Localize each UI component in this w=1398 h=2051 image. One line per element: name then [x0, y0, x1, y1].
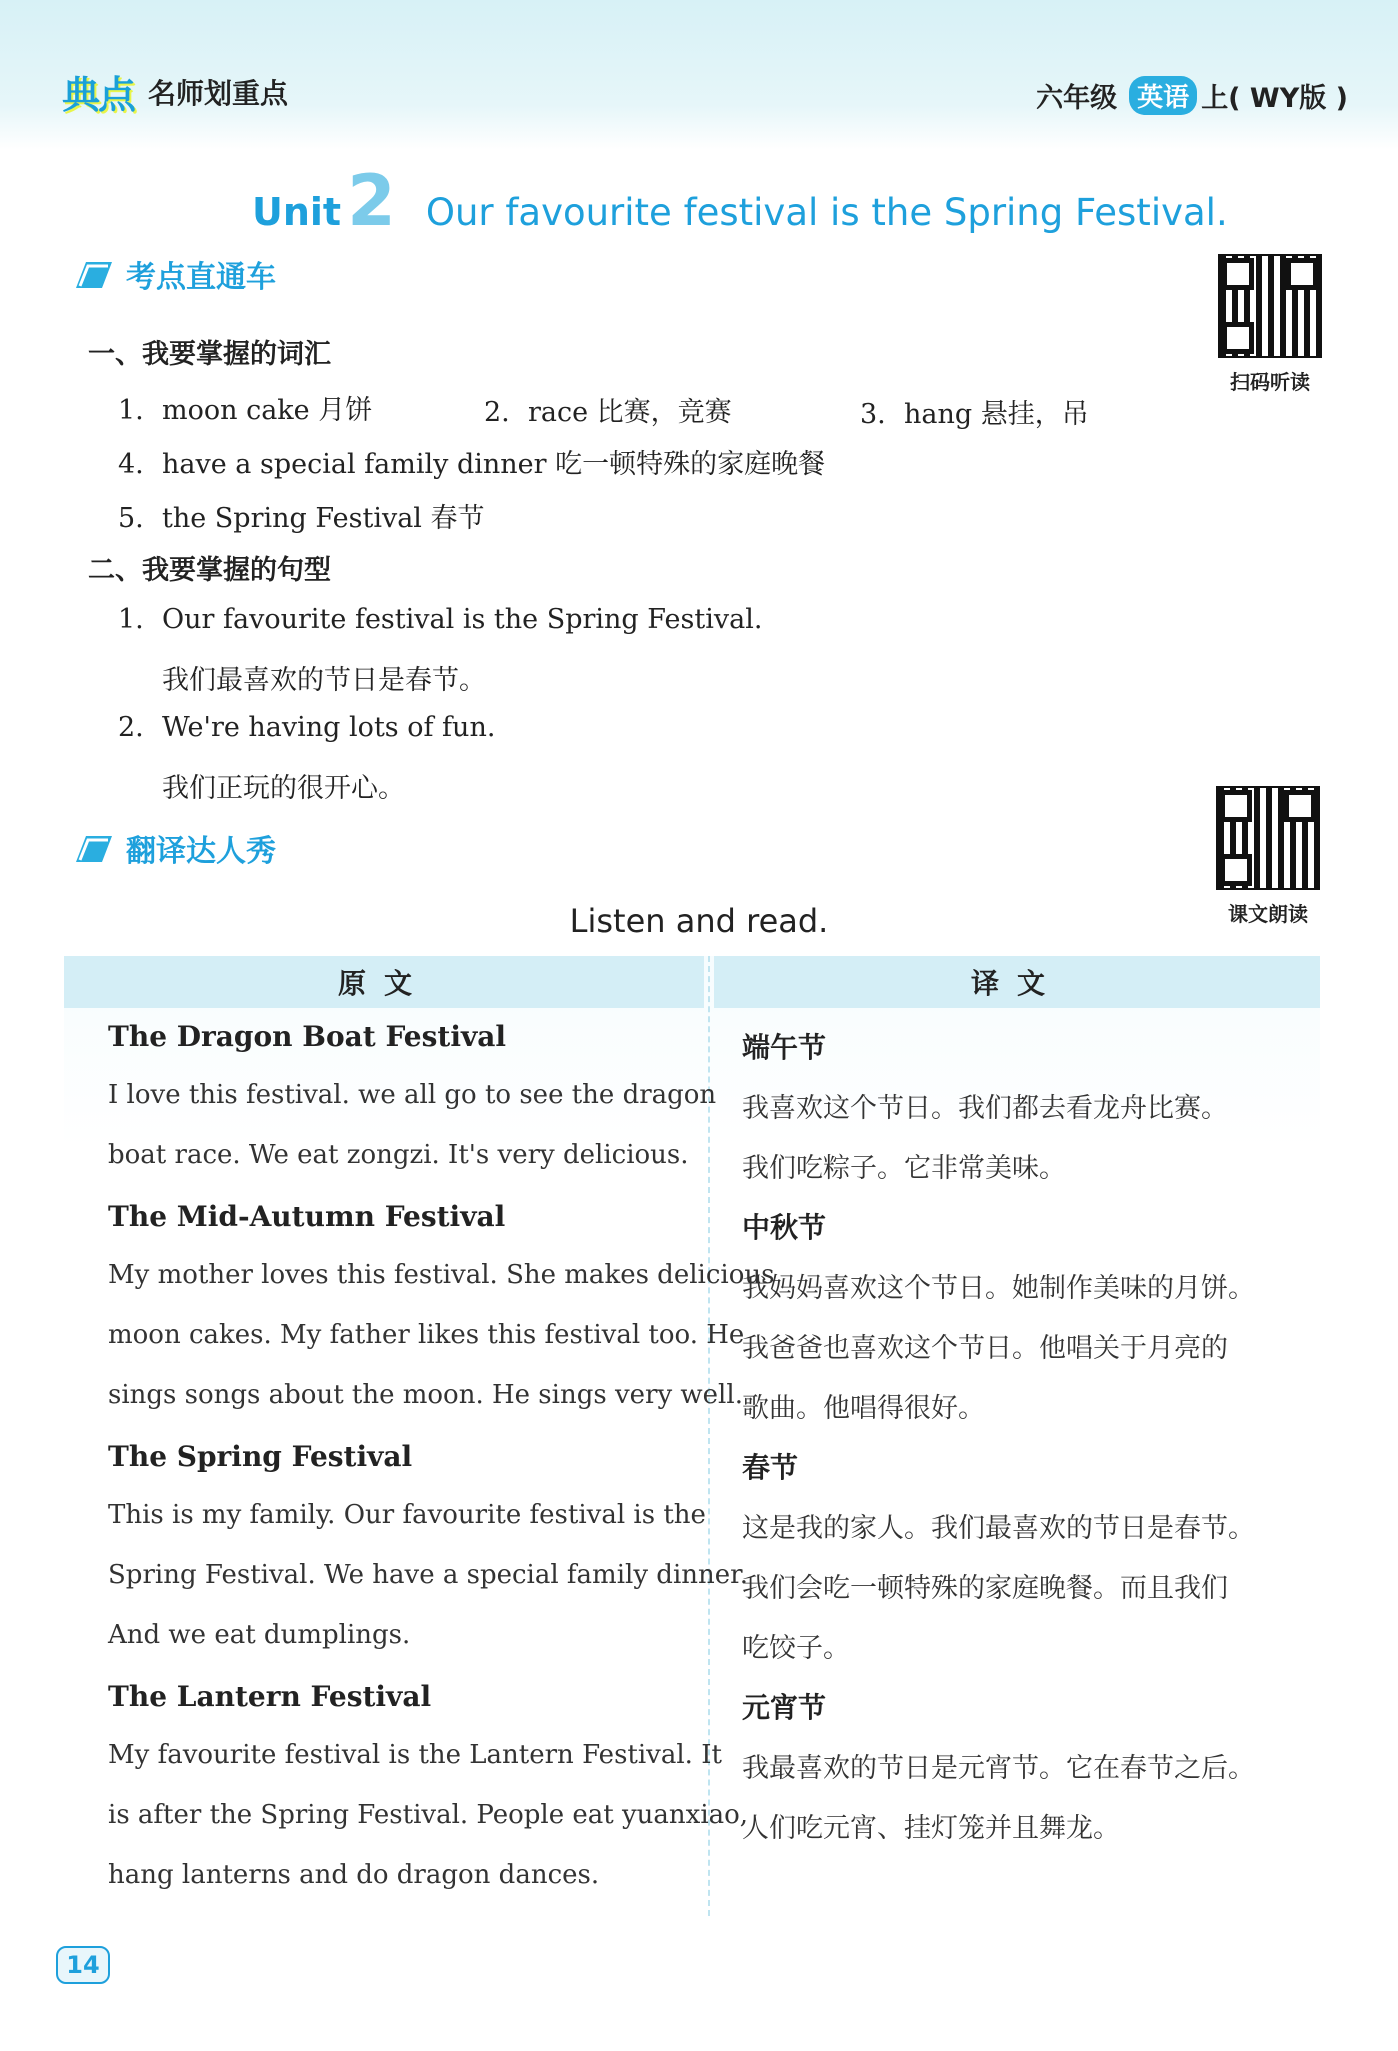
sentence-item: 1. Our favourite festival is the Spring Festival. [118, 604, 763, 635]
festival-title: The Lantern Festival [108, 1680, 432, 1713]
text-line: moon cakes. My father likes this festival too. He [108, 1320, 745, 1350]
col-original: 原文 [64, 956, 704, 1008]
subject-badge: 英语 [1129, 76, 1197, 115]
sentence-heading: 二、我要掌握的句型 [88, 555, 331, 586]
qr-caption: 扫码听读 [1230, 370, 1310, 394]
brand [62, 64, 288, 119]
unit-title [252, 160, 1228, 242]
festival-title-cn: 中秋节 [742, 1211, 827, 1244]
unit-heading: Our favourite festival is the Spring Festival. [425, 191, 1228, 234]
translation-line: 我最喜欢的节日是元宵节。它在春节之后。 [742, 1753, 1255, 1784]
text-line: hang lanterns and do dragon dances. [108, 1860, 600, 1890]
text-line: My favourite festival is the Lantern Festival. It [108, 1740, 722, 1770]
festival-title: The Mid-Autumn Festival [108, 1200, 506, 1233]
section-header-translation [72, 826, 276, 870]
qr-listen[interactable] [1218, 254, 1322, 395]
vocab-item: 2. race 比赛，竞赛 [484, 397, 732, 428]
sentence-translation: 我们最喜欢的节日是春节。 [162, 665, 486, 696]
vocab-heading: 一、我要掌握的词汇 [88, 339, 331, 370]
unit-label: Unit [252, 190, 342, 234]
grade-prefix: 六年级 [1036, 83, 1118, 114]
translation-line: 吃饺子。 [742, 1633, 850, 1664]
qr-code-icon[interactable] [1218, 254, 1322, 358]
text-line: is after the Spring Festival. People eat yuanxiao, [108, 1800, 749, 1830]
translation-line: 我喜欢这个节日。我们都去看龙舟比赛。 [742, 1093, 1228, 1124]
section-title: 考点直通车 [126, 260, 276, 295]
text-line: I love this festival. we all go to see the dragon [108, 1080, 717, 1110]
festival-title-cn: 元宵节 [742, 1691, 827, 1724]
brand-name: 名师划重点 [148, 76, 289, 110]
vocab-item: 5. the Spring Festival 春节 [118, 503, 485, 534]
brand-logo: 典点 [62, 73, 135, 117]
festival-title: The Dragon Boat Festival [108, 1020, 507, 1053]
text-table [64, 956, 1320, 1916]
festival-title: The Spring Festival [108, 1440, 413, 1473]
sentence-translation: 我们正玩的很开心。 [162, 773, 405, 804]
section-header-keypoints [72, 252, 276, 296]
translation-line: 我爸爸也喜欢这个节日。他唱关于月亮的 [742, 1333, 1228, 1364]
sentence-item: 2. We're having lots of fun. [118, 712, 496, 743]
listen-heading: Listen and read. [569, 902, 829, 940]
text-line: And we eat dumplings. [108, 1620, 411, 1650]
translation-line: 这是我的家人。我们最喜欢的节日是春节。 [742, 1513, 1255, 1544]
text-line: Spring Festival. We have a special family dinner. [108, 1560, 748, 1590]
translation-line: 我们吃粽子。它非常美味。 [742, 1153, 1066, 1184]
grade-suffix: 上( WY版 ) [1201, 83, 1348, 114]
vocab-item: 3. hang 悬挂，吊 [860, 399, 1089, 430]
grade-label [1036, 76, 1348, 115]
section-title: 翻译达人秀 [126, 834, 276, 869]
vocab-item: 4. have a special family dinner 吃一顿特殊的家庭晚餐 [118, 449, 826, 480]
text-line: My mother loves this festival. She makes delicious [108, 1260, 775, 1290]
unit-number: 2 [347, 160, 396, 242]
qr-code-icon[interactable] [1216, 786, 1320, 890]
translation-line: 我们会吃一顿特殊的家庭晚餐。而且我们 [742, 1573, 1228, 1604]
translation-line: 歌曲。他唱得很好。 [742, 1393, 985, 1424]
text-line: sings songs about the moon. He sings very well. [108, 1380, 743, 1410]
festival-title-cn: 端午节 [742, 1031, 827, 1064]
translation-line: 我妈妈喜欢这个节日。她制作美味的月饼。 [742, 1273, 1255, 1304]
qr-caption: 课文朗读 [1228, 902, 1308, 926]
vocab-item: 1. moon cake 月饼 [118, 395, 373, 426]
pen-icon [72, 256, 116, 292]
page-number: 14 [56, 1946, 110, 1984]
col-translation: 译文 [714, 956, 1320, 1008]
pen-icon [72, 830, 116, 866]
festival-title-cn: 春节 [742, 1451, 799, 1484]
page-header [0, 0, 1398, 150]
translation-line: 人们吃元宵、挂灯笼并且舞龙。 [742, 1813, 1120, 1844]
text-line: This is my family. Our favourite festival is the [108, 1500, 706, 1530]
text-line: boat race. We eat zongzi. It's very delicious. [108, 1140, 689, 1170]
